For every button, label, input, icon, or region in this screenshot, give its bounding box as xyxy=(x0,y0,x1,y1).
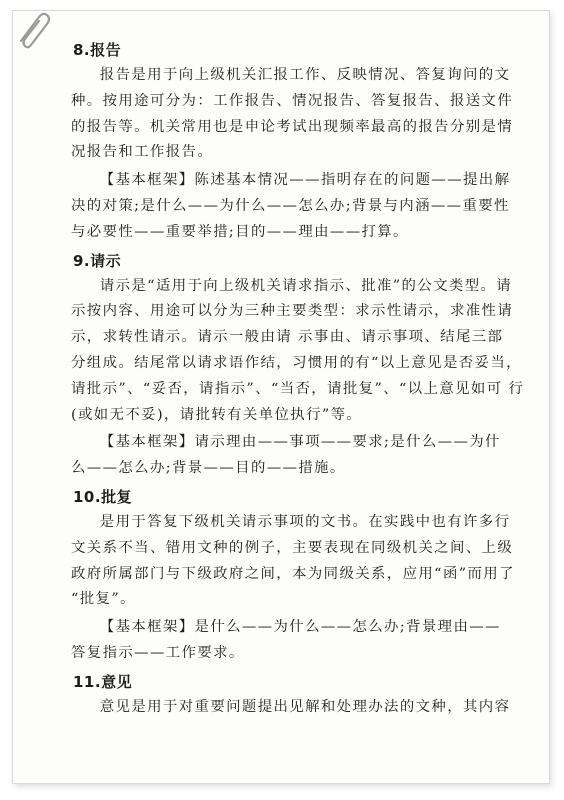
text-line: 示按内容、用途可以分为三种主要类型：求示性请示，求准性请 xyxy=(71,303,514,320)
section-report xyxy=(71,37,543,246)
paperclip-icon xyxy=(15,11,51,51)
text-line: 分组成。结尾常以请求语作结，习惯用的有“以上意见是否妥当， xyxy=(71,354,522,371)
document-page xyxy=(12,10,550,784)
text-line: 文关系不当、错用文种的例子，主要表现在同级机关之间、上级 xyxy=(71,539,514,556)
text-line: 况报告和工作报告。 xyxy=(71,144,214,161)
text-line: 答复指示——工作要求。 xyxy=(71,644,245,661)
section-opinion xyxy=(71,669,543,721)
text-line: 政府所属部门与下级政府之间，本为同级关系，应用“函”而用了 xyxy=(71,565,515,582)
document-body xyxy=(71,35,543,723)
text-line: 报告是用于向上级机关汇报工作、反映情况、答复询问的文 xyxy=(99,67,511,83)
section-heading: 11.意见 xyxy=(73,672,133,691)
text-line: 么——怎么办;背景——目的——措施。 xyxy=(71,460,346,477)
paragraph xyxy=(71,430,543,482)
section-heading: 10.批复 xyxy=(73,487,133,506)
section-reply xyxy=(71,484,543,667)
paragraph xyxy=(71,615,543,667)
text-line: 示，求转性请示。请示一般由请 示事由、请示事项、结尾三部 xyxy=(71,329,504,346)
text-line: 【基本框架】请示理由——事项——要求;是什么——为什 xyxy=(99,434,501,451)
paragraph xyxy=(71,63,543,166)
text-line: 【基本框架】陈述基本情况——指明存在的问题——提出解 xyxy=(99,172,511,189)
text-line: 意见是用于对重要问题提出见解和处理办法的文种，其内容 xyxy=(99,698,511,715)
paragraph xyxy=(71,168,543,245)
paragraph xyxy=(71,695,543,721)
text-line: 请批示”、“妥否，请指示”、“当否，请批复”、“以上意见如可 行 xyxy=(71,380,525,397)
text-line: 决的对策;是什么——为什么——怎么办;背景与内涵——重要性 xyxy=(71,197,510,214)
paragraph xyxy=(71,274,543,429)
text-line: 的报告等。机关常用也是申论考试出现频率最高的报告分别是情 xyxy=(71,118,514,135)
paragraph xyxy=(71,510,543,613)
text-line: 请示是“适用于向上级机关请求指示、批准”的公文类型。请 xyxy=(99,277,513,294)
text-line: 【基本框架】是什么——为什么——怎么办;背景理由—— xyxy=(99,619,501,636)
section-heading: 8.报告 xyxy=(73,41,122,59)
text-line: “批复”。 xyxy=(71,591,136,608)
section-request xyxy=(71,248,543,482)
text-line: (或如无不妥)，请批转有关单位执行”等。 xyxy=(71,406,363,423)
text-line: 与必要性——重要举措;目的——理由——打算。 xyxy=(71,223,409,240)
section-heading: 9.请示 xyxy=(73,251,122,270)
text-line: 种。按用途可分为：工作报告、情况报告、答复报告、报送文件 xyxy=(71,92,514,109)
text-line: 是用于答复下级机关请示事项的文书。在实践中也有许多行 xyxy=(99,513,511,530)
